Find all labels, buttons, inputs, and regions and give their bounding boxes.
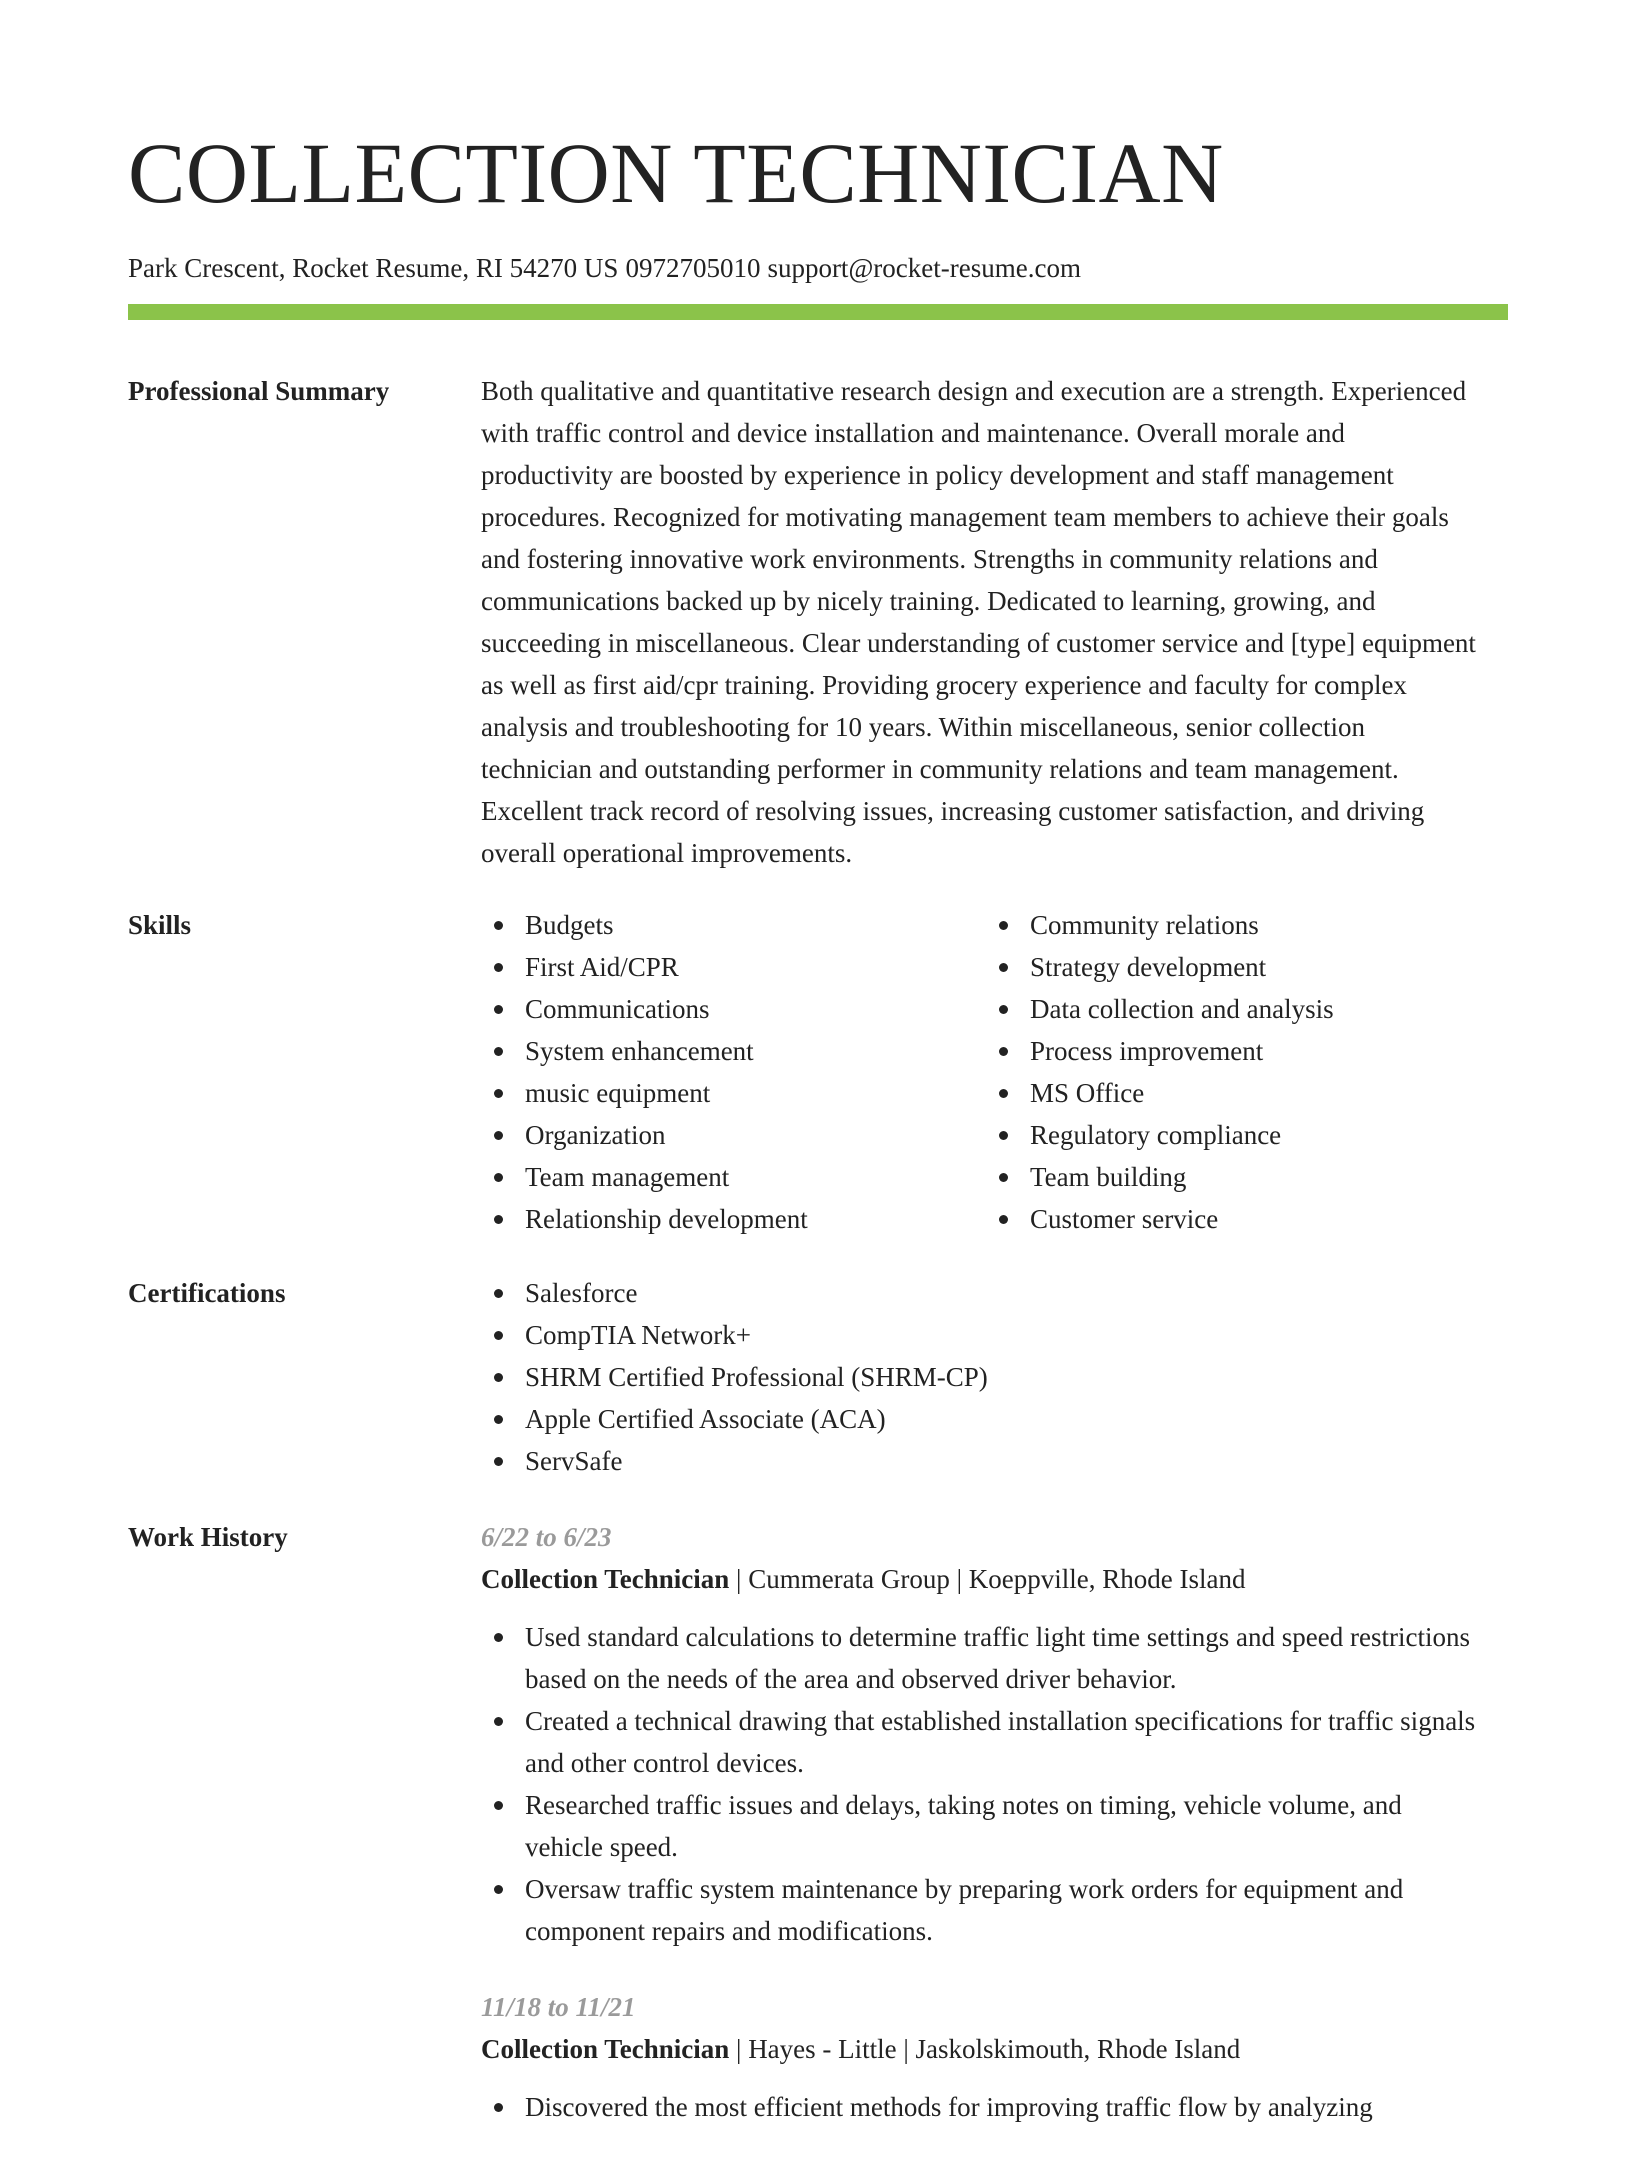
bullet-icon	[494, 1415, 503, 1424]
candidate-name: COLLECTION TECHNICIAN	[128, 125, 1224, 221]
skill-text: System enhancement	[525, 1036, 754, 1066]
bullet-icon	[999, 921, 1008, 930]
bullet-icon	[494, 1801, 503, 1810]
list-item	[1030, 1156, 1491, 1198]
skill-text: Regulatory compliance	[1030, 1120, 1282, 1150]
bullet-icon	[494, 963, 503, 972]
list-item	[1030, 1072, 1491, 1114]
job-dates: 6/22 to 6/23	[481, 1522, 612, 1552]
bullet-icon	[494, 921, 503, 930]
bullet-icon	[999, 1215, 1008, 1224]
summary-section	[128, 370, 1508, 874]
job-company: Cummerata Group	[748, 1564, 950, 1594]
list-item	[1030, 1030, 1491, 1072]
work-history-section	[128, 1516, 1508, 2162]
certifications-heading: Certifications	[128, 1278, 286, 1308]
skill-text: Customer service	[1030, 1204, 1219, 1234]
job-title-line: Collection Technician | Cummerata Group | Koeppville, Rhode Island	[481, 1564, 1246, 1594]
skill-text: Relationship development	[525, 1204, 808, 1234]
bullet-icon	[494, 1173, 503, 1182]
list-item	[525, 1156, 986, 1198]
job-location: Jaskolskimouth, Rhode Island	[915, 2034, 1241, 2064]
list-item	[525, 1616, 1478, 1700]
skill-text: Budgets	[525, 910, 614, 940]
skill-text: Team building	[1030, 1162, 1187, 1192]
summary-heading: Professional Summary	[128, 376, 390, 406]
list-item	[525, 1314, 1508, 1356]
certification-text: Salesforce	[525, 1278, 638, 1308]
bullet-icon	[494, 2103, 503, 2112]
job-title: Collection Technician	[481, 1564, 730, 1594]
duty-text: Oversaw traffic system maintenance by preparing work orders for equipment and component repairs and modifications.	[525, 1874, 1404, 1946]
job-duties-list	[481, 2086, 1508, 2128]
list-item	[525, 1700, 1478, 1784]
certification-text: ServSafe	[525, 1446, 623, 1476]
bullet-icon	[494, 1331, 503, 1340]
certifications-list	[481, 1272, 1508, 1482]
list-item	[525, 1030, 986, 1072]
list-item	[525, 1356, 1508, 1398]
list-item	[525, 1114, 986, 1156]
list-item	[525, 988, 986, 1030]
certification-text: CompTIA Network+	[525, 1320, 751, 1350]
skill-text: Organization	[525, 1120, 666, 1150]
bullet-icon	[494, 1457, 503, 1466]
skills-list-right	[986, 904, 1491, 1240]
skill-text: MS Office	[1030, 1078, 1145, 1108]
duty-text: Discovered the most efficient methods for improving traffic flow by analyzing	[525, 2092, 1373, 2122]
certifications-section	[128, 1272, 1508, 1482]
bullet-icon	[494, 1089, 503, 1098]
job-entry	[481, 1986, 1508, 2128]
bullet-icon	[494, 1289, 503, 1298]
list-item	[1030, 904, 1491, 946]
list-item	[525, 1398, 1508, 1440]
list-item	[525, 946, 986, 988]
bullet-icon	[494, 1717, 503, 1726]
certification-text: SHRM Certified Professional (SHRM-CP)	[525, 1362, 988, 1392]
list-item	[1030, 988, 1491, 1030]
list-item	[1030, 1114, 1491, 1156]
bullet-icon	[494, 1215, 503, 1224]
resume-page	[128, 0, 1508, 2162]
duty-text: Researched traffic issues and delays, taking notes on timing, vehicle volume, and vehicle speed.	[525, 1790, 1402, 1862]
bullet-icon	[999, 1047, 1008, 1056]
list-item	[525, 1784, 1478, 1868]
bullet-icon	[999, 1173, 1008, 1182]
bullet-icon	[494, 1047, 503, 1056]
summary-text: Both qualitative and quantitative research design and execution are a strength. Experienced with traffic control and device installation and maintenance. Overall morale and productivity are boosted by experience in policy development and staff management procedures. Recognized for motivating management team members to achieve their goals and fostering innovative work environments. Strengths in community relations and communications backed up by nicely training. Dedicated to learning, growing, and succeeding in miscellaneous. Clear understanding of customer service and [type] equipment as well as first aid/cpr training. Providing grocery experience and faculty for complex analysis and troubleshooting for 10 years. Within miscellaneous, senior collection technician and outstanding performer in community relations and team management. Excellent track record of resolving issues, increasing customer satisfaction, and driving overall operational improvements.	[481, 376, 1476, 868]
job-company: Hayes - Little	[748, 2034, 897, 2064]
list-item	[525, 1868, 1478, 1952]
duty-text: Created a technical drawing that established installation specifications for traffic signals and other control devices.	[525, 1706, 1476, 1778]
skill-text: Communications	[525, 994, 710, 1024]
list-item	[525, 1440, 1508, 1482]
list-item	[525, 904, 986, 946]
skill-text: music equipment	[525, 1078, 711, 1108]
bullet-icon	[999, 963, 1008, 972]
skill-text: Team management	[525, 1162, 730, 1192]
contact-email: support@rocket-resume.com	[767, 253, 1081, 283]
contact-address: Park Crescent, Rocket Resume, RI 54270 US	[128, 253, 619, 283]
job-duties-list	[481, 1616, 1508, 1952]
skills-section	[128, 904, 1508, 1240]
job-title-line: Collection Technician | Hayes - Little | Jaskolskimouth, Rhode Island	[481, 2034, 1241, 2064]
bullet-icon	[999, 1005, 1008, 1014]
header-divider	[128, 304, 1508, 320]
skill-text: Data collection and analysis	[1030, 994, 1334, 1024]
contact-line	[128, 250, 1508, 286]
skills-list-left	[481, 904, 986, 1240]
list-item	[1030, 1198, 1491, 1240]
bullet-icon	[999, 1089, 1008, 1098]
certification-text: Apple Certified Associate (ACA)	[525, 1404, 886, 1434]
skill-text: First Aid/CPR	[525, 952, 679, 982]
job-dates: 11/18 to 11/21	[481, 1992, 636, 2022]
bullet-icon	[494, 1373, 503, 1382]
bullet-icon	[494, 1005, 503, 1014]
duty-text: Used standard calculations to determine traffic light time settings and speed restrictions based on the needs of the area and observed driver behavior.	[525, 1622, 1470, 1694]
work-history-heading: Work History	[128, 1522, 288, 1552]
list-item	[1030, 946, 1491, 988]
skill-text: Community relations	[1030, 910, 1259, 940]
skills-heading: Skills	[128, 910, 192, 940]
contact-phone: 0972705010	[625, 253, 761, 283]
bullet-icon	[494, 1885, 503, 1894]
job-entry	[481, 1516, 1508, 1952]
list-item	[525, 1072, 986, 1114]
job-location: Koeppville, Rhode Island	[968, 1564, 1246, 1594]
skill-text: Strategy development	[1030, 952, 1267, 982]
bullet-icon	[999, 1131, 1008, 1140]
bullet-icon	[494, 1633, 503, 1642]
list-item	[525, 1198, 986, 1240]
list-item	[525, 2086, 1478, 2128]
list-item	[525, 1272, 1508, 1314]
bullet-icon	[494, 1131, 503, 1140]
skill-text: Process improvement	[1030, 1036, 1264, 1066]
job-title: Collection Technician	[481, 2034, 730, 2064]
